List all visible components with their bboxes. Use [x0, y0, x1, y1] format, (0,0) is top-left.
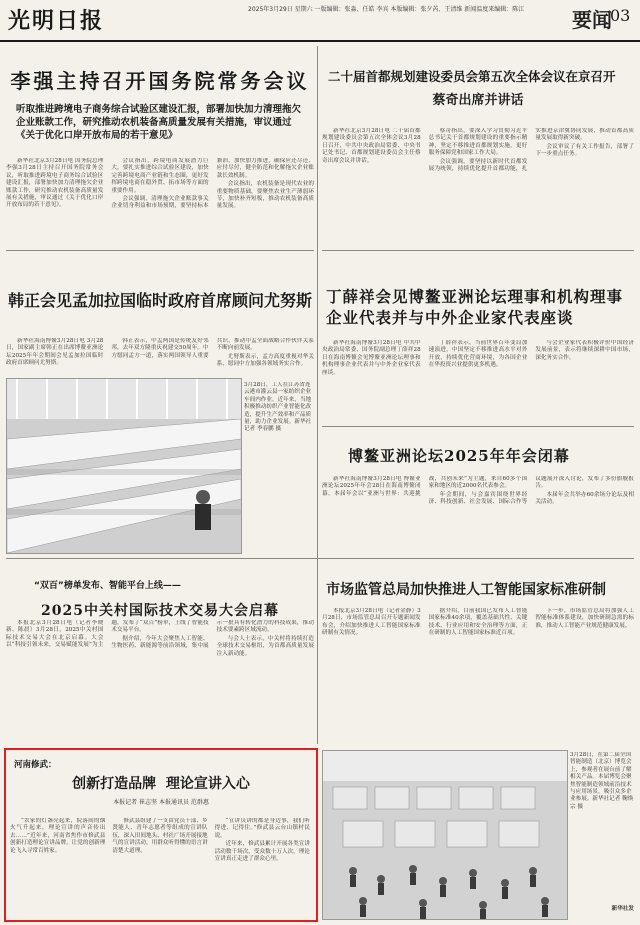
paragraph: 丁薛祥表示，当前世界百年变局加速演进，中国坚定不移推进高水平对外开放，持续优化营商环境，为各国企业在华投资兴业提供更多机遇。	[428, 340, 528, 369]
paragraph: “宣讲员讲的都是身边事，我们听得进、记得住。”修武县云台山镇村民说。	[214, 818, 310, 839]
masthead	[0, 0, 640, 42]
paragraph: “农家的灯盏亮起来，院落间的烟火气升起来，理论宣讲的声音传出去……”近年来，河南省焦作市修武县创新打造理论宣讲品牌，让党的创新理论飞入寻常百姓家。	[10, 818, 106, 854]
article-body	[6, 158, 314, 246]
paragraph: 会议指出，农机装备是现代农业的重要物质基础，要聚焦农业生产薄弱环节，加快补齐短板，推动农机装备高质量发展。	[216, 181, 314, 210]
factory-image	[7, 379, 241, 553]
article-byline: 本报记者 崔志坚 本报通讯员 范群惠	[113, 799, 209, 807]
column-divider	[317, 46, 318, 744]
article-kicker: “双百”榜单发布、智能平台上线——	[34, 581, 181, 591]
paragraph: 新华社海南博鳌3月28日电 3月28日，国家副主席韩正在出席博鳌亚洲论坛2025年年会期间会见孟加拉国临时政府首席顾问尤努斯。	[6, 338, 104, 367]
photo-caption	[570, 752, 634, 918]
paragraph: 下一步，市场监管总局将加强人工智能标准体系建设，加快研制急需的标准，推动人工智能产业规范健康发展。	[535, 608, 634, 629]
paragraph: 新华社海南博鳌3月28日电 中共中央政治局常委、国务院副总理丁薛祥28日在海南博鳌会见博鳌亚洲论坛理事和机构理事企业代表并与中外企业家代表座谈。	[322, 340, 421, 376]
caption-text: 3月28日，在第二届全国智能制造（北京）博览会上，参观者在展台前了解相关产品。本届博览会聚焦智能制造领域前沿技术与应用场景，吸引众多企业参展。新华社记者 鞠焕宗 摄	[570, 752, 634, 810]
paragraph: 修武县组建了一支由党员干部、乡贤能人、青年志愿者等组成的宣讲队伍，深入田间地头、村社广场开展接地气的宣讲活动，用群众听得懂的语言讲清楚大道理。	[112, 818, 208, 854]
paragraph: 新华社海南博鳌3月28日电 博鳌亚洲论坛2025年年会28日在海南博鳌闭幕。本届年会以“亚洲与世界：共迎挑战，共创未来”为主题，来自60多个国家和地区的近2000名代表参会。	[322, 476, 528, 497]
paragraph: 会议强调，清理拖欠企业账款事关企业切身利益和市场预期，要坚持标本兼治，加快加力推进，确保应还尽还、应付尽付，健全防范和化解拖欠企业账款长效机制。	[111, 158, 314, 210]
article-headline: 2025中关村国际技术交易大会启幕	[41, 603, 279, 619]
article-body	[10, 818, 310, 916]
article-body	[6, 338, 314, 374]
paragraph: 与会企业家代表积极评价中国经济发展前景，表示将继续深耕中国市场，深化务实合作。	[535, 340, 634, 361]
article-ai-standards	[322, 562, 634, 744]
horizontal-divider	[322, 426, 634, 427]
article-headline: 丁薛祥会见博鳌亚洲论坛理事和机构理事企业代表并与中外企业家代表座谈	[326, 287, 624, 327]
article-body	[6, 620, 314, 744]
paragraph: 与会人士表示，中关村将持续打造全球技术交易枢纽，为首都高质量发展注入新动能。	[216, 635, 314, 657]
article-body	[322, 608, 634, 744]
paragraph: 新华社北京3月28日电 二十届首都规划建设委员会第五次全体会议3月28日召开，中共中央政治局常委、中央书记处书记、首都规划建设委员会主任蔡奇出席会议并讲话。	[322, 128, 421, 164]
paragraph: 本报北京3月28日电（记者金静）3月28日，市场监管总局召开专题新闻发布会，介绍加快推进人工智能国家标准研制有关情况。	[322, 608, 421, 637]
article-cai-qi	[322, 46, 634, 246]
article-headline: 创新打造品牌 理论宣讲入心	[72, 776, 250, 792]
article-body	[322, 340, 634, 420]
article-headline: 市场监管总局加快推进人工智能国家标准研制	[326, 582, 606, 598]
paragraph: 据介绍，目前我国已发布人工智能国家标准40余项，覆盖基础共性、关键技术、行业应用和安全治理等方面，正在研制的人工智能国家标准近百项。	[428, 608, 528, 637]
article-li-qiang	[6, 46, 314, 246]
paragraph: 新华社北京3月28日电 国务院总理李强3月28日主持召开国务院常务会议，听取推进跨境电子商务综合试验区建设汇报，部署加快加力清理拖欠企业账款工作，研究推动农机装备高质量发展有关措施，审议通过《关于优化口岸开放布局的若干意见》。	[6, 158, 104, 209]
paragraph: 蔡奇指出，要深入学习贯彻习近平总书记关于首都规划建设的重要指示精神，坚定不移推进首都规划实施，更好服务保障党和国家工作大局。	[428, 128, 528, 157]
horizontal-divider	[6, 250, 314, 251]
paragraph: 会议强调，要坚持以新时代首都发展为统领，持续优化提升首都功能，扎实推进京津冀协同发展，推动首都高质量发展取得新突破。	[428, 128, 634, 173]
expo-image	[323, 751, 567, 919]
paragraph: 本报北京3月28日电（记者李晓新、陈晨）3月28日，2025中关村国际技术交易大会在北京启幕。大会以“科技引领未来，交易赋能发展”为主题，发布了“双百”榜单，上线了智能技术交易平台。	[6, 620, 209, 649]
paragraph: 会议指出，跨境电商发展潜力巨大，要扎实推进综合试验区建设，加快完善跨境电商产业链和生态圈，更好发挥跨境电商在稳外贸、拓市场等方面的重要作用。	[111, 158, 209, 194]
photo-expo	[322, 750, 568, 920]
article-kicker: 河南修武：	[14, 760, 57, 770]
masthead-meta: 2025年3月29日 星期六 一版编辑：张淼、任皓 李宾 本版编辑：张夕芮、王清维 新闻温度来编辑：陈江	[248, 6, 525, 13]
article-ding-xuexiang	[322, 254, 634, 422]
article-body	[322, 128, 634, 246]
photo-caption: 3月28日，工人在江苏省连云港市灌云县一家纺织企业车间内作业。近年来，当地积极推动纺织产业智能化改造，提升生产效率和产品质量，助力企业发展。新华社记者 季春鹏 摄	[244, 382, 312, 433]
article-body	[322, 476, 634, 554]
section-name: 要闻	[572, 8, 612, 32]
article-headline: 韩正会见孟加拉国临时政府首席顾问尤努斯	[7, 291, 312, 310]
article-headline: 李强主持召开国务院常务会议	[10, 69, 310, 93]
highlighted-article-box	[4, 748, 318, 922]
article-han-zheng	[6, 254, 314, 374]
article-boao-closing	[322, 430, 634, 554]
paragraph: 韩正表示，中孟两国是传统友好邻邦，去年双方隆重庆祝建交50周年。中方愿同孟方一道，落实两国领导人重要共识，推动中孟全面战略合作伙伴关系不断向前发展。	[111, 338, 314, 359]
paragraph: 会议审议了有关工作报告，部署了下一步重点任务。	[535, 143, 634, 158]
page-number: 03	[610, 6, 631, 25]
paragraph: 本届年会共举办60余场分论坛及相关活动。	[535, 491, 634, 506]
paragraph: 年会期间，与会嘉宾围绕世界经济、科技创新、社会发展、国际合作等议题展开深入讨论，发布了多份旗舰报告。	[428, 476, 634, 506]
article-subhead: 蔡奇出席并讲话	[432, 93, 524, 109]
paragraph: 尤努斯表示，孟方高度重视对华关系，愿同中方加强各领域务实合作。	[216, 353, 314, 368]
article-subhead: 听取推进跨境电子商务综合试验区建设汇报，部署加快加力清理拖欠企业账款工作，研究推动农机装备高质量发展有关措施，审议通过《关于优化口岸开放布局的若干意见》	[16, 104, 302, 141]
article-zhongguancun	[6, 562, 314, 744]
article-headline: 博鳌亚洲论坛2025年年会闭幕	[348, 447, 570, 465]
horizontal-divider	[322, 250, 634, 251]
article-headline: 二十届首都规划建设委员会第五次全体会议在京召开	[328, 69, 616, 84]
caption-label: 新华社发	[611, 906, 634, 912]
paragraph: 据介绍，今年大会聚焦人工智能、生物医药、新能源等前沿领域，集中展示一批具有转化潜力的科技成果，推动技术要素跨区域流动。	[111, 620, 314, 650]
photo-textile-factory	[6, 378, 242, 554]
paragraph: 近年来，修武县累计开展各类宣讲活动数千场次，受众数十万人次，理论宣讲真正走进了群众心里。	[214, 841, 310, 863]
horizontal-divider	[6, 558, 634, 559]
newspaper-title: 光明日报	[8, 8, 105, 34]
